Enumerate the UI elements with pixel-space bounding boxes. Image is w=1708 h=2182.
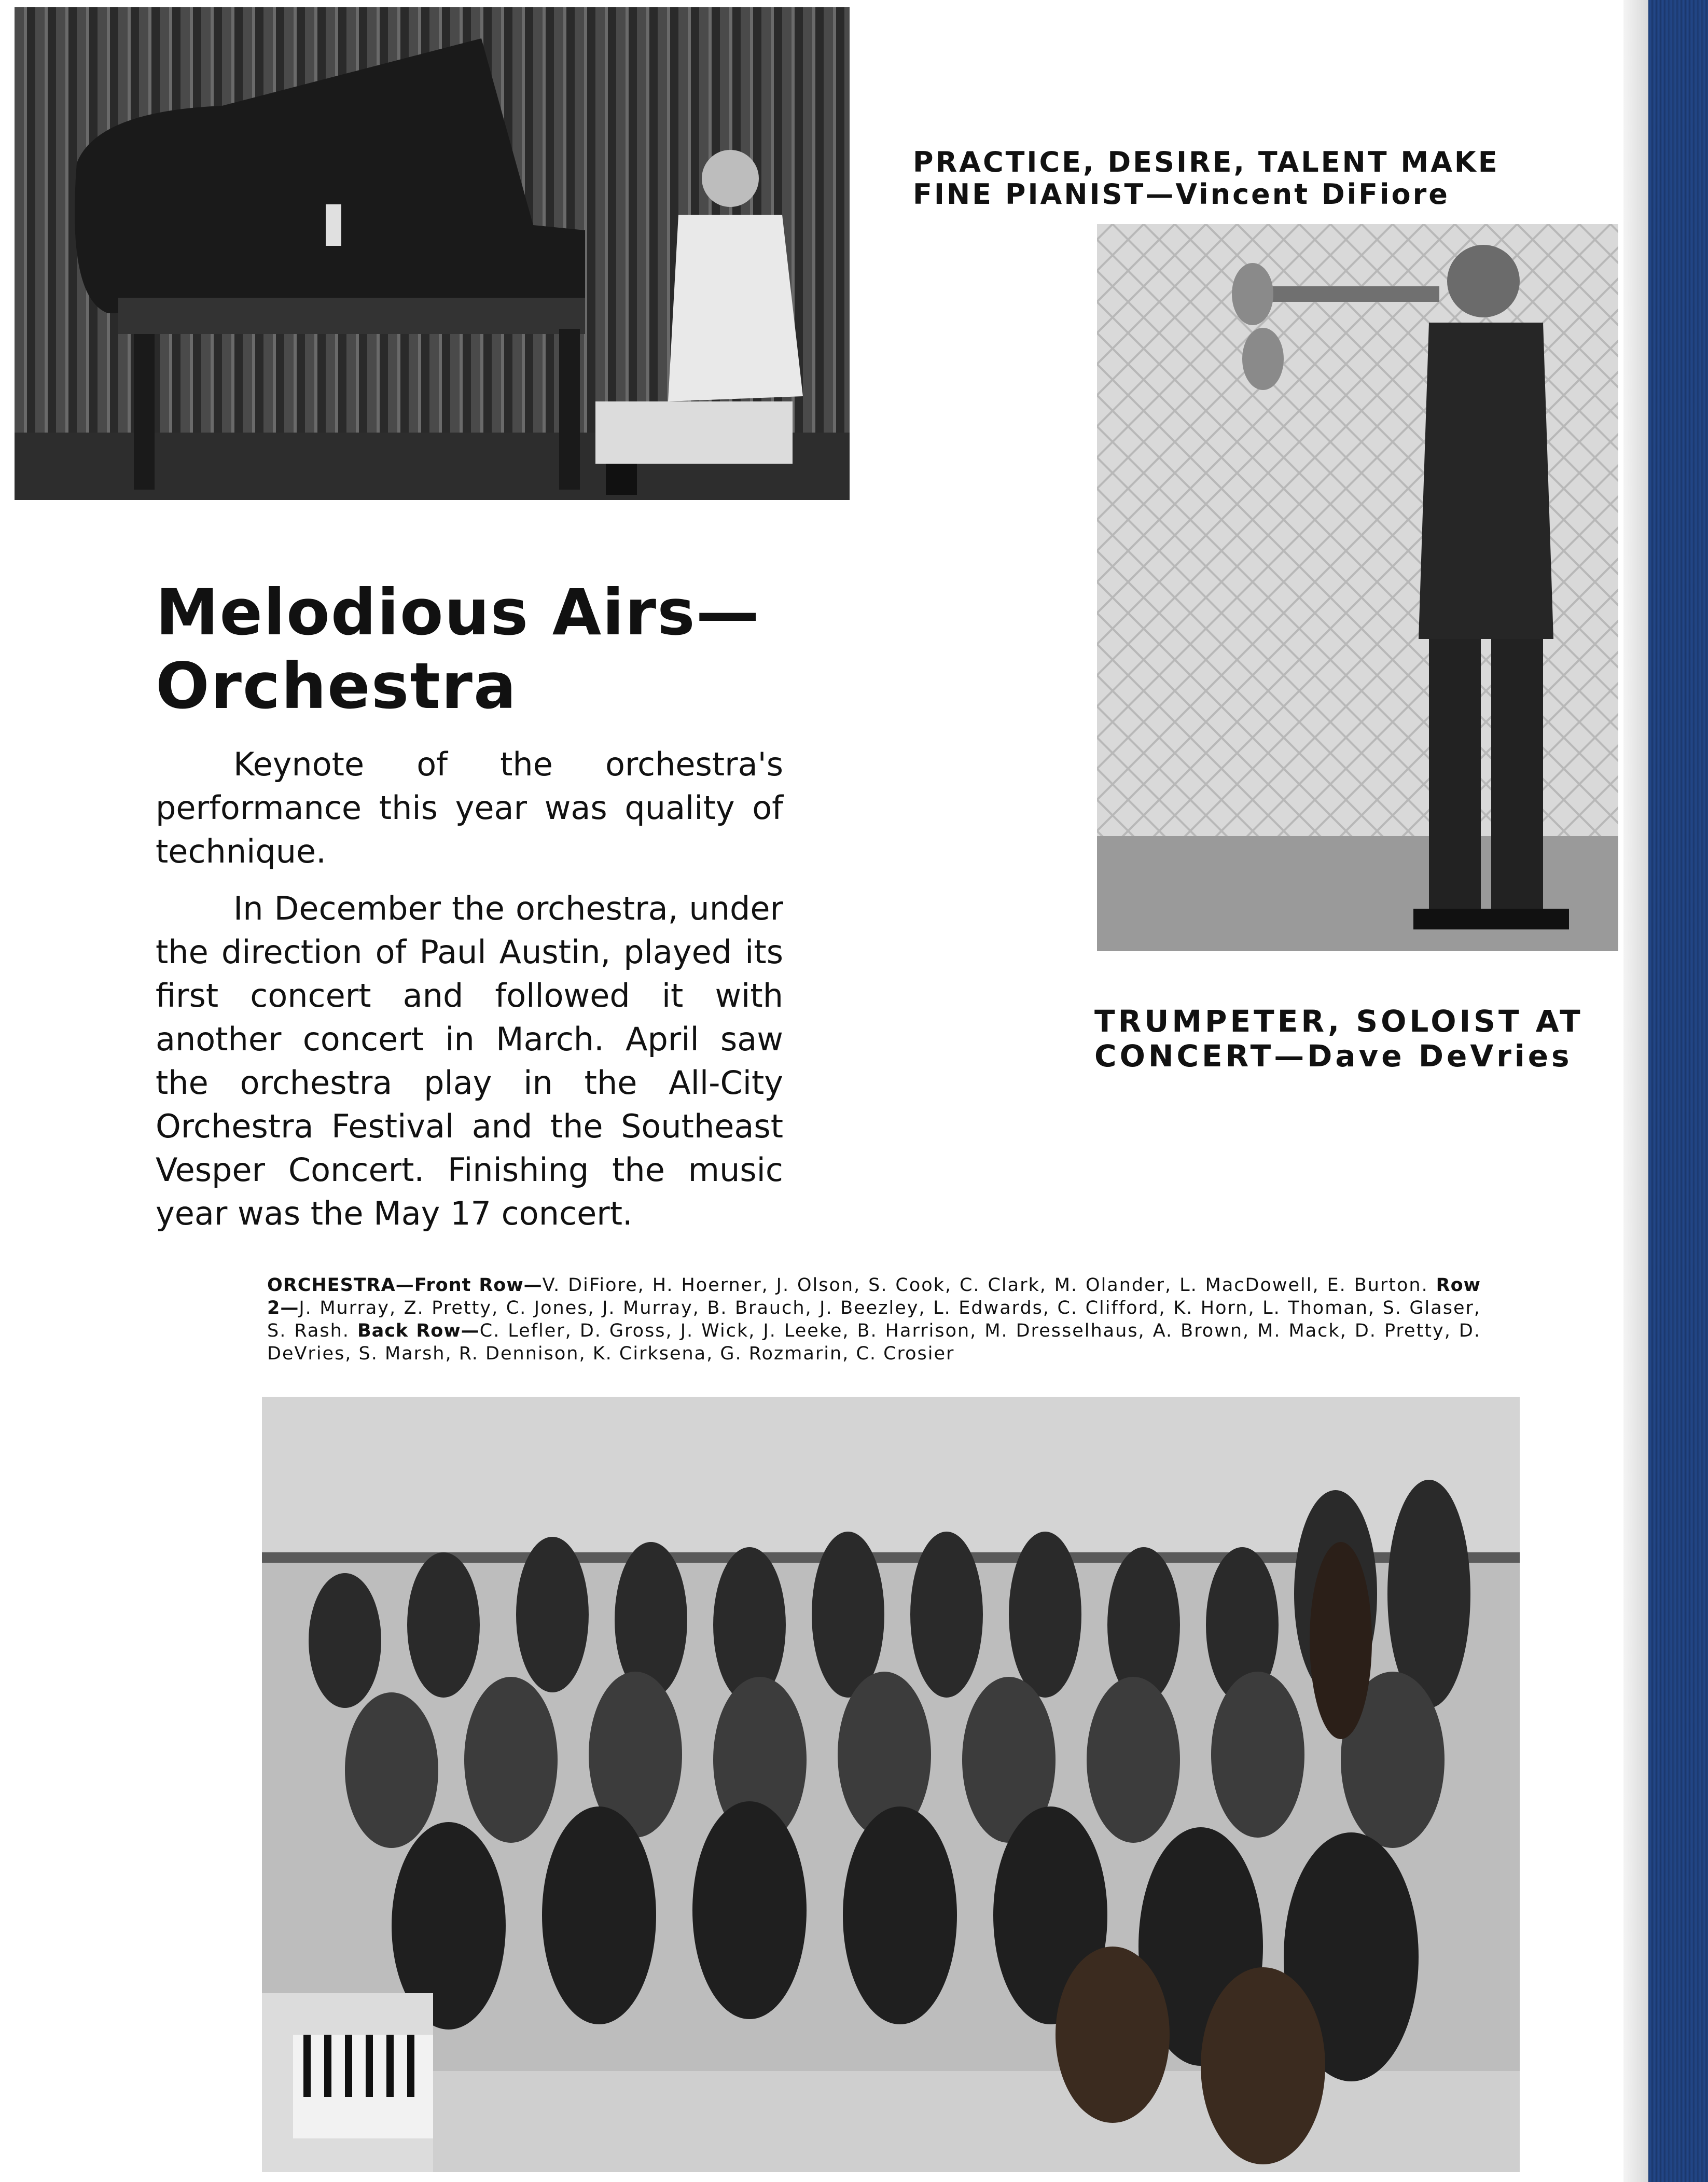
- trumpeter-caption-text: TRUMPETER, SOLOIST AT CONCERT—: [1094, 1004, 1584, 1074]
- body-paragraph-2: In December the orchestra, under the direction of Paul Austin, played its first concert and followed it with another concert in March. April saw the orchestra play in the All-City Orchestra Festival and the Southeast Vesper Concert. Finishing the music year was the May 17 concert.: [156, 890, 783, 1232]
- pianist-caption: [913, 146, 1535, 211]
- article-body: [156, 743, 783, 1249]
- roster-group-label: ORCHESTRA—: [267, 1275, 414, 1296]
- book-binding: [1648, 0, 1708, 2182]
- orchestra-group-photo: [262, 1397, 1520, 2172]
- roster-row2: J. Murray, Z. Pretty, C. Jones, J. Murray, B. Brauch, J. Beezley, L. Edwards, C. Clifford, K. Horn, L. Thoman, S. Glaser, S. Rash.: [267, 1298, 1481, 1341]
- roster-row2-label: Row 2—: [267, 1275, 1481, 1318]
- trumpeter-photo: [1097, 224, 1618, 951]
- roster-front-row-label: Front Row—: [414, 1275, 543, 1296]
- page-edge: [1623, 0, 1648, 2182]
- orchestra-roster: [267, 1274, 1481, 1365]
- trumpeter-caption-name: Dave DeVries: [1307, 1038, 1573, 1074]
- pianist-caption-text: PRACTICE, DESIRE, TALENT MAKE FINE PIANIST—: [913, 146, 1499, 211]
- trumpeter-caption: [1094, 1004, 1613, 1073]
- roster-back-row: C. Lefler, D. Gross, J. Wick, J. Leeke, B. Harrison, M. Dresselhaus, A. Brown, M. Mack, D. Pretty, D. DeVries, S. Marsh, R. Dennison, K. Cirksena, G. Rozmarin, C. Crosier: [267, 1321, 1481, 1364]
- roster-front-row: V. DiFiore, H. Hoerner, J. Olson, S. Cook, C. Clark, M. Olander, L. MacDowell, E. Burton.: [542, 1275, 1428, 1296]
- roster-back-row-label: Back Row—: [357, 1321, 480, 1341]
- pianist-caption-name: Vincent DiFiore: [1175, 178, 1450, 211]
- page-title: Melodious Airs—Orchestra: [156, 576, 760, 723]
- body-paragraph-1: Keynote of the orchestra's performance this year was quality of technique.: [156, 745, 783, 870]
- pianist-photo: [15, 7, 850, 500]
